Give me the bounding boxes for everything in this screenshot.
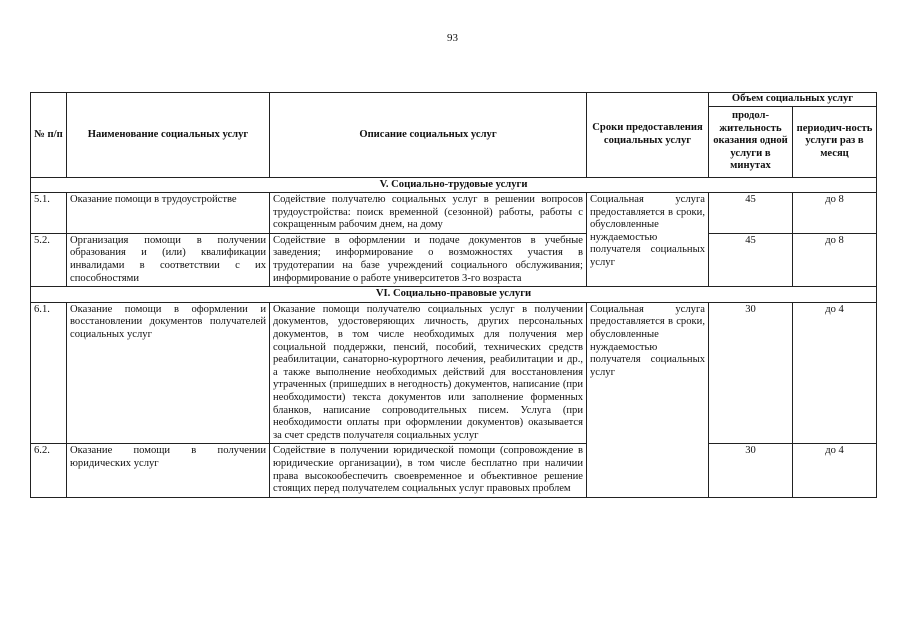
header-row: [31, 93, 877, 107]
row-duration: 30: [709, 302, 793, 444]
row-frequency: до 4: [793, 302, 877, 444]
row-duration: 45: [709, 193, 793, 234]
social-services-table: [30, 92, 877, 498]
page-number: 93: [447, 32, 458, 44]
row-terms: Социальная услуга предоставляется в сроки, обусловленные нуждаемостью получателя социальных услуг: [587, 302, 709, 497]
header-volume: Объем социальных услуг: [709, 93, 877, 107]
table-row: [31, 444, 877, 497]
row-frequency: до 8: [793, 193, 877, 234]
row-frequency: до 8: [793, 233, 877, 286]
header-description: Описание социальных услуг: [270, 93, 587, 178]
row-terms: Социальная услуга предоставляется в сроки, обусловленные нуждаемостью получателя социальных услуг: [587, 193, 709, 287]
row-num: 5.2.: [31, 233, 67, 286]
row-duration: 30: [709, 444, 793, 497]
row-name: Оказание помощи в получении юридических услуг: [67, 444, 270, 497]
row-name: Организация помощи в получении образования и (или) квалификации инвалидами в соответствии с их способностями: [67, 233, 270, 286]
row-description: Содействие получателю социальных услуг в решении вопросов трудоустройства: поиск временной (сезонной) работы, работы с сокращенным рабочим днем, на дому: [270, 193, 587, 234]
row-description: Содействие в оформлении и подаче документов в учебные заведения; информирование о возможностях участия в трудотерапии на базе учреждений социального обслуживания; информирование о работе университетов 3-го возраста: [270, 233, 587, 286]
section-title: VI. Социально-правовые услуги: [31, 287, 877, 303]
row-name: Оказание помощи в трудоустройстве: [67, 193, 270, 234]
header-duration: продол-жительность оказания одной услуги в минутах: [709, 106, 793, 177]
table-row: [31, 233, 877, 286]
table-row: [31, 193, 877, 234]
row-description: Оказание помощи получателю социальных услуг в получении документов, удостоверяющих личность, других персональных документов, в том числе необходимых для получения мер социальной поддержки, пенсий, пособий, технических средств реабилитации, санаторно-курортного лечения, реабилитации и др., а также выполнение необходимых действий для восстановления утраченных (пришедших в негодность) документов, написание (при необходимости) текста документов или заполнение форменных бланков, написание сопроводительных писем. Услуга (при необходимости оплаты при оформлении документов) оказывается за счет средств получателя социальных услуг: [270, 302, 587, 444]
row-description: Содействие в получении юридической помощи (сопровождение в юридические организации), в том числе бесплатно при наличии права высокообеспечить своевременное и объективное решение стоящих перед получателем социальных услуг правовых проблем: [270, 444, 587, 497]
section-title: V. Социально-трудовые услуги: [31, 177, 877, 193]
row-num: 6.1.: [31, 302, 67, 444]
header-frequency: периодич-ность услуги раз в месяц: [793, 106, 877, 177]
header-num: № п/п: [31, 93, 67, 178]
table-row: [31, 302, 877, 444]
row-duration: 45: [709, 233, 793, 286]
section-header: [31, 177, 877, 193]
row-frequency: до 4: [793, 444, 877, 497]
row-num: 5.1.: [31, 193, 67, 234]
header-name: Наименование социальных услуг: [67, 93, 270, 178]
section-header: [31, 287, 877, 303]
row-name: Оказание помощи в оформлении и восстановлении документов получателей социальных услуг: [67, 302, 270, 444]
header-terms: Сроки предоставления социальных услуг: [587, 93, 709, 178]
row-num: 6.2.: [31, 444, 67, 497]
